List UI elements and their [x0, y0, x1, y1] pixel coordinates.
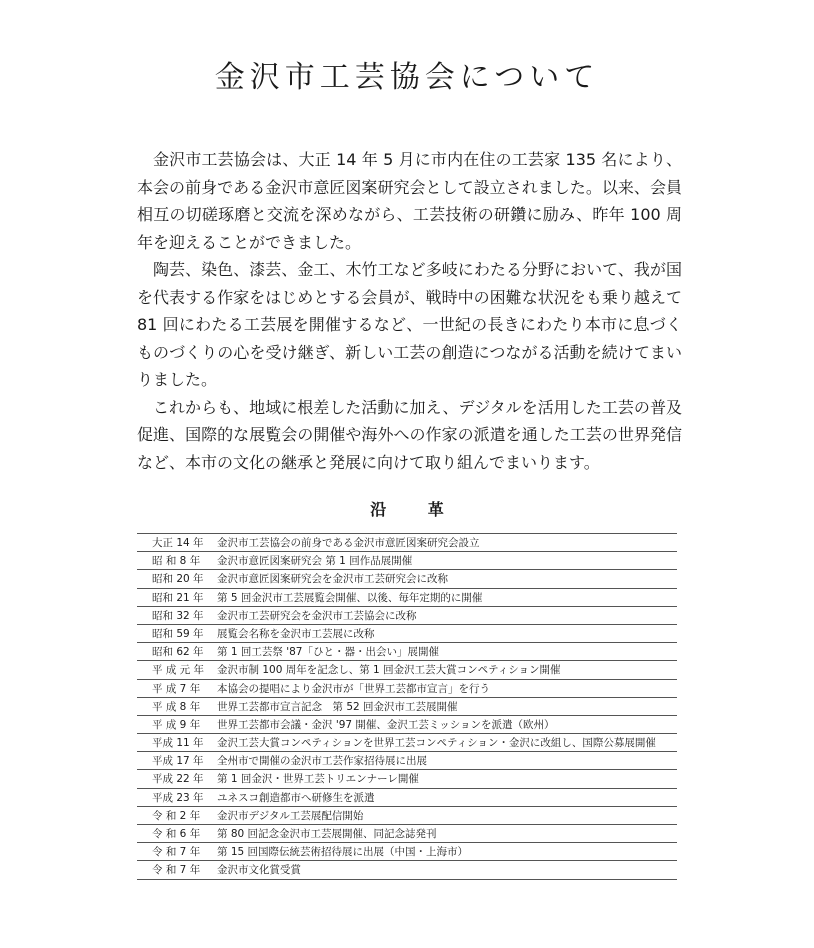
history-event: 金沢市工芸協会の前身である金沢市意匠図案研究会設立: [217, 537, 480, 549]
history-row: [137, 789, 677, 807]
history-era: 令 和 6 年: [152, 828, 201, 840]
history-event: 第 5 回金沢市工芸展覧会開催、以後、毎年定期的に開催: [217, 591, 483, 604]
history-row: [137, 534, 677, 552]
history-event: 金沢市工芸研究会を金沢市工芸協会に改称: [217, 609, 417, 622]
history-row: [137, 770, 677, 788]
intro-paragraph: 陶芸、染色、漆芸、金工、木竹工など多岐にわたる分野において、我が国を代表する作家をはじめとする会員が、戦時中の困難な状況をも乗り越えて 81 回にわたる工芸展を開催するなど、一世紀の長きにわたり本市に息づくものづくりの心を受け継ぎ、新しい工芸の創造につながる活動を続けてまいりました。: [137, 260, 682, 389]
history-era: 平成 17 年: [152, 755, 204, 768]
history-event: 本協会の提唱により金沢市が「世界工芸都市宣言」を行う: [217, 682, 490, 695]
history-row: [137, 698, 677, 716]
intro-text: [137, 146, 682, 476]
history-row: [137, 807, 677, 825]
history-row: [137, 680, 677, 698]
history-era: 昭和 62 年: [152, 646, 204, 659]
history-row: [137, 552, 677, 570]
history-event: ユネスコ創造都市へ研修生を派遣: [217, 791, 375, 804]
history-row: [137, 661, 677, 679]
history-era: 平成 22 年: [152, 773, 204, 786]
history-row: [137, 570, 677, 588]
history-row: [137, 643, 677, 661]
history-era: 昭 和 8 年: [152, 555, 201, 568]
history-row: [137, 589, 677, 607]
intro-paragraph: 金沢市工芸協会は、大正 14 年 5 月に市内在住の工芸家 135 名により、本会の前身である金沢市意匠図案研究会として設立されました。以来、会員相互の切磋琢磨と交流を深めながら、工芸技術の研鑽に励み、昨年 100 周年を迎えることができました。: [137, 150, 682, 252]
history-row: [137, 861, 677, 879]
history-event: 第 1 回金沢・世界工芸トリエンナーレ開催: [217, 773, 419, 786]
history-era: 令 和 2 年: [152, 809, 201, 822]
intro-paragraph: これからも、地域に根差した活動に加え、デジタルを活用した工芸の普及促進、国際的な展覧会の開催や海外への作家の派遣を通した工芸の世界発信など、本市の文化の継承と発展に向けて取り組んでまいります。: [137, 397, 682, 472]
history-era: 昭和 20 年: [152, 573, 204, 586]
history-era: 令 和 7 年: [152, 846, 201, 859]
history-event: 世界工芸都市宣言記念 第 52 回金沢市工芸展開催: [217, 700, 458, 713]
history-heading: 沿 革: [370, 500, 462, 519]
history-event: 第 15 回国際伝統芸術招待展に出展（中国・上海市）: [217, 846, 469, 859]
history-era: 昭和 21 年: [152, 591, 204, 604]
history-era: 大正 14 年: [152, 537, 204, 549]
history-era: 平 成 8 年: [152, 700, 201, 713]
history-event: 展覧会名称を金沢市工芸展に改称: [217, 627, 375, 640]
history-event: 金沢市文化賞受賞: [217, 864, 301, 877]
history-era: 平成 23 年: [152, 791, 204, 804]
history-row: [137, 625, 677, 643]
history-era: 平 成 7 年: [152, 682, 201, 695]
history-event: 金沢市制 100 周年を記念し、第 1 回金沢工芸大賞コンペティション開催: [217, 664, 561, 677]
history-event: 世界工芸都市会議・金沢 '97 開催、金沢工芸ミッションを派遣（欧州）: [217, 718, 555, 731]
page-title: 金沢市工芸協会について: [214, 60, 600, 95]
history-event: 金沢市デジタル工芸展配信開始: [217, 809, 364, 822]
history-row: [137, 734, 677, 752]
history-row: [137, 752, 677, 770]
history-era: 平 成 元 年: [152, 664, 205, 677]
history-row: [137, 607, 677, 625]
history-era: 平成 11 年: [152, 737, 204, 750]
history-event: 金沢工芸大賞コンペティションを世界工芸コンペティション・金沢に改組し、国際公募展開催: [217, 737, 656, 750]
history-era: 平 成 9 年: [152, 718, 201, 731]
history-event: 第 1 回工芸祭 '87「ひと・器・出会い」展開催: [217, 646, 439, 659]
history-row: [137, 843, 677, 861]
history-event: 金沢市意匠図案研究会 第 1 回作品展開催: [217, 555, 413, 568]
history-event: 第 80 回記念金沢市工芸展開催、同記念誌発刊: [217, 828, 437, 840]
history-era: 昭和 59 年: [152, 627, 204, 640]
history-table: [137, 533, 677, 880]
history-row: [137, 825, 677, 843]
history-era: 令 和 7 年: [152, 864, 201, 877]
history-era: 昭和 32 年: [152, 609, 204, 622]
history-row: [137, 716, 677, 734]
history-event: 全州市で開催の金沢市工芸作家招待展に出展: [217, 755, 427, 768]
history-event: 金沢市意匠図案研究会を金沢市工芸研究会に改称: [217, 573, 448, 586]
